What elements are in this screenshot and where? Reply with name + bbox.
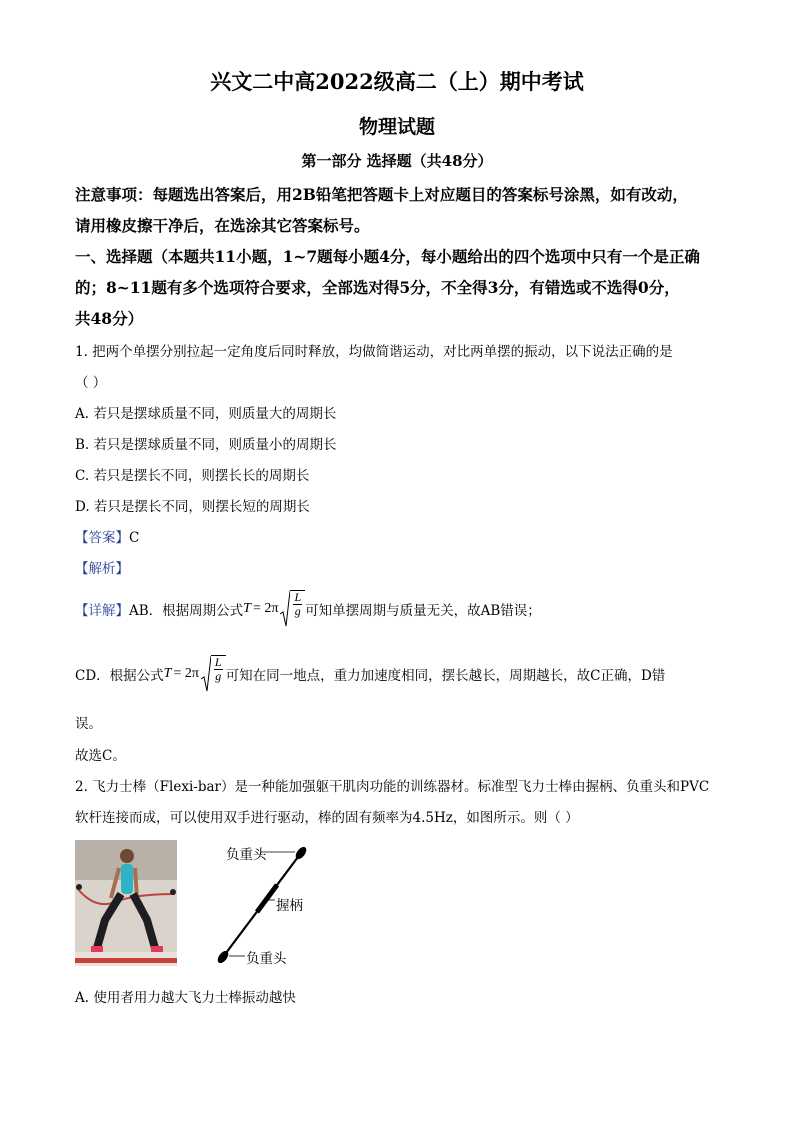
part1-line-1: 一、选择题（本题共11小题，1~7题每小题4分，每小题给出的四个选项中只有一个是正确 [75,247,700,266]
detail-ab-post: 可知单摆周期与质量无关，故AB错误； [305,603,541,619]
analysis-tag: 【解析】 [75,561,129,577]
period-formula: T = 2π $\frac{L}{g}$ [243,590,305,628]
q2-stem-1: 2. 飞力士棒（Flexi-bar）是一种能加强躯干肌肉功能的训练器材。标准型飞力士棒由握柄、负重头和PVC [75,779,710,795]
part1-line-3: 共48分） [75,309,144,328]
label-grip: 握柄 [276,898,303,914]
detail-cd-line [75,655,665,693]
detail-ab-line [75,590,541,628]
detail-cd-cont: 误。 [75,716,102,732]
answer-tag: 【答案】 [75,530,129,546]
radical-icon [280,590,290,628]
q1-option-b: B. 若只是摆球质量不同，则质量小的周期长 [75,437,337,453]
flexi-bar-photo [75,840,177,966]
q1-stem: 1. 把两个单摆分别拉起一定角度后同时释放，均做简谐运动，对比两单摆的振动，以下说法正确的是 [75,344,673,360]
exam-title: 兴文二中高2022级高二（上）期中考试 [210,69,584,94]
detail-cd-post: 可知在同一地点，重力加速度相同，摆长越长，周期越长，故C正确，D错 [225,668,666,684]
label-top-weight: 负重头 [226,847,267,863]
grip-handle [257,885,277,912]
detail-cd-pre: CD．根据公式 [75,668,164,684]
answer-value: C [129,530,140,546]
q1-option-d: D. 若只是摆长不同，则摆长短的周期长 [75,499,310,515]
q1-answer [75,526,139,546]
q1-option-a: A. 若只是摆球质量不同，则质量大的周期长 [75,406,337,422]
section-heading: 第一部分 选择题（共48分） [301,152,493,170]
label-bottom-weight: 负重头 [246,951,287,967]
q2-stem-2: 软杆连接而成，可以使用双手进行驱动，棒的固有频率为4.5Hz，如图所示。则（ ） [75,810,579,826]
radical-icon [201,655,211,693]
detail-tag: 【详解】 [75,603,129,619]
notice-line-2: 请用橡皮擦干净后，在选涂其它答案标号。 [75,216,370,235]
q1-conclusion: 故选C。 [75,748,126,764]
notice-line-1: 注意事项：每题选出答案后，用2B铅笔把答题卡上对应题目的答案标号涂黑，如有改动， [75,185,688,204]
subject-title: 物理试题 [358,116,435,138]
q1-option-c: C. 若只是摆长不同，则摆长长的周期长 [75,468,310,484]
sqrt-sign-2: $\frac{L}{g}$ [201,655,226,693]
sqrt-sign: $\frac{L}{g}$ [280,590,305,628]
part1-line-2: 的；8~11题有多个选项符合要求，全部选对得5分，不全得3分，有错选或不选得0分， [75,278,680,297]
q1-blank: （ ） [75,375,107,391]
q2-option-a: A. 使用者用力越大飞力士棒振动越快 [75,990,296,1006]
detail-ab-pre: AB．根据周期公式 [129,603,244,619]
period-formula-2: T = 2π $\frac{L}{g}$ [164,655,226,693]
